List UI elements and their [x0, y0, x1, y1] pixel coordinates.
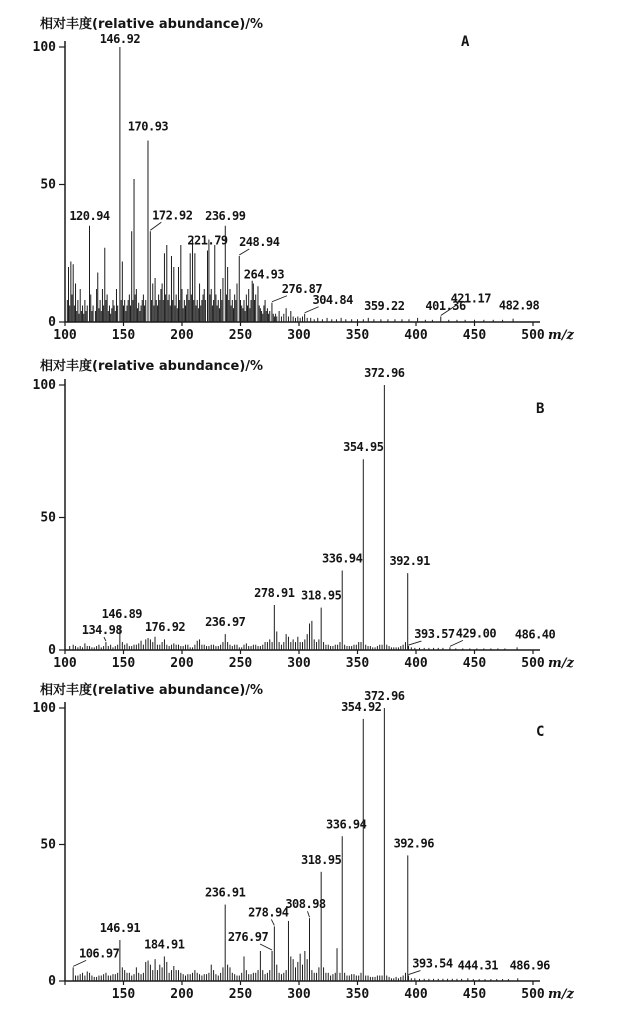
peak-label: 421.17: [450, 291, 491, 306]
peak-label: 106.97: [78, 946, 120, 961]
peak-label: 318.95: [300, 852, 342, 867]
peak-label: 236.99: [205, 208, 246, 223]
peak-label-leader: [408, 971, 420, 975]
spectrum-panel-A: [33, 16, 575, 343]
y-tick-label: 50: [40, 837, 56, 853]
x-tick-label: 350: [345, 328, 370, 343]
y-axis-title: 相对丰度(relative abundance)/%: [40, 683, 264, 698]
peak-label-leader: [308, 911, 310, 917]
x-tick-label: 100: [53, 656, 77, 671]
y-tick-label: 0: [48, 643, 56, 658]
x-tick-label: 450: [462, 328, 487, 343]
peak-label: 236.97: [205, 615, 246, 630]
peak-label: 336.94: [322, 551, 363, 566]
peak-label: 236.91: [205, 885, 246, 900]
peak-label: 170.93: [127, 119, 169, 134]
peak-label: 486.96: [509, 958, 550, 973]
x-tick-label: 200: [170, 656, 194, 671]
x-axis-unit-label: m/z: [548, 328, 574, 343]
peak-label-leader: [239, 249, 249, 255]
y-tick-label: 100: [32, 378, 56, 393]
peak-label-leader: [305, 307, 319, 313]
x-tick-label: 500: [521, 656, 545, 671]
y-axis-title: 相对丰度(relative abundance)/%: [40, 17, 264, 32]
x-tick-label: 300: [287, 328, 311, 343]
peak-label-leader: [271, 919, 274, 925]
peak-label: 146.91: [99, 921, 141, 936]
peak-label: 444.31: [457, 958, 499, 973]
peak-label-leader: [408, 641, 421, 645]
y-tick-label: 0: [48, 315, 56, 330]
peak-label-leader: [73, 960, 86, 966]
x-tick-label: 200: [170, 328, 194, 343]
x-tick-label: 400: [404, 987, 428, 1002]
x-tick-label: 400: [404, 328, 428, 343]
peak-label: 429.00: [455, 626, 497, 641]
peak-label: 304.84: [312, 292, 353, 307]
peak-label: 276.87: [281, 281, 323, 296]
x-tick-label: 250: [228, 656, 253, 671]
x-tick-label: 250: [228, 328, 253, 343]
y-tick-label: 50: [40, 510, 56, 526]
peak-label-leader: [450, 640, 463, 646]
peak-label: 318.95: [300, 588, 342, 603]
peak-label-leader: [150, 222, 161, 230]
y-tick-label: 0: [48, 974, 56, 989]
peak-label: 176.92: [144, 619, 186, 634]
x-tick-label: 450: [462, 656, 487, 671]
peak-label: 276.97: [227, 929, 269, 944]
peak-label: 221.79: [187, 233, 228, 248]
peak-label: 372.96: [364, 366, 405, 380]
panel-letter-C: C: [536, 724, 545, 740]
peak-label: 393.57: [414, 627, 455, 642]
x-tick-label: 500: [521, 987, 545, 1002]
peak-label-leader: [104, 637, 106, 641]
x-tick-label: 250: [228, 987, 253, 1002]
y-tick-label: 100: [32, 701, 56, 716]
x-tick-label: 100: [53, 328, 77, 343]
peak-label: 482.98: [498, 298, 540, 313]
peak-label: 354.92: [341, 699, 382, 714]
peak-label: 336.94: [326, 817, 367, 832]
peak-label: 372.96: [364, 689, 405, 703]
spectrum-panel-B: [33, 358, 575, 671]
y-tick-label: 50: [40, 177, 56, 193]
x-tick-label: 300: [287, 656, 311, 671]
x-tick-label: 450: [462, 987, 487, 1002]
panel-letter-A: A: [461, 34, 470, 50]
peak-label-leader: [260, 944, 272, 950]
peak-label: 278.94: [248, 905, 289, 920]
x-axis-unit-label: m/z: [548, 656, 574, 671]
peak-label: 392.96: [393, 836, 434, 851]
x-axis-unit-label: m/z: [548, 987, 574, 1002]
peak-label: 401.36: [425, 298, 466, 313]
peak-label-leader: [272, 296, 287, 302]
peak-label: 264.93: [243, 267, 285, 282]
panel-letter-B: B: [536, 401, 545, 417]
x-tick-label: 150: [111, 987, 136, 1002]
x-tick-label: 150: [111, 656, 136, 671]
y-tick-label: 100: [32, 40, 56, 55]
x-tick-label: 500: [521, 328, 545, 343]
x-tick-label: 200: [170, 987, 194, 1002]
peak-label: 184.91: [144, 937, 185, 952]
peak-label: 278.91: [254, 585, 295, 600]
peak-label: 146.89: [101, 607, 143, 622]
spectrum-panel-C: [33, 682, 575, 1002]
y-axis-title: 相对丰度(relative abundance)/%: [40, 359, 264, 374]
peak-label: 359.22: [364, 298, 405, 313]
peak-label: 308.98: [285, 897, 326, 912]
peak-label: 393.54: [412, 956, 453, 971]
x-tick-label: 400: [404, 656, 428, 671]
peak-label: 354.95: [343, 440, 384, 455]
x-tick-label: 150: [111, 328, 136, 343]
peak-label: 392.91: [389, 554, 430, 569]
peak-label: 120.94: [69, 208, 110, 223]
x-tick-label: 350: [345, 987, 370, 1002]
peak-label: 134.98: [81, 623, 123, 638]
peak-label: 146.92: [99, 32, 141, 46]
peak-label: 486.40: [514, 627, 556, 642]
peak-label: 172.92: [152, 208, 193, 223]
x-tick-label: 350: [345, 656, 370, 671]
peak-label: 248.94: [239, 235, 280, 249]
x-tick-label: 300: [287, 987, 311, 1002]
